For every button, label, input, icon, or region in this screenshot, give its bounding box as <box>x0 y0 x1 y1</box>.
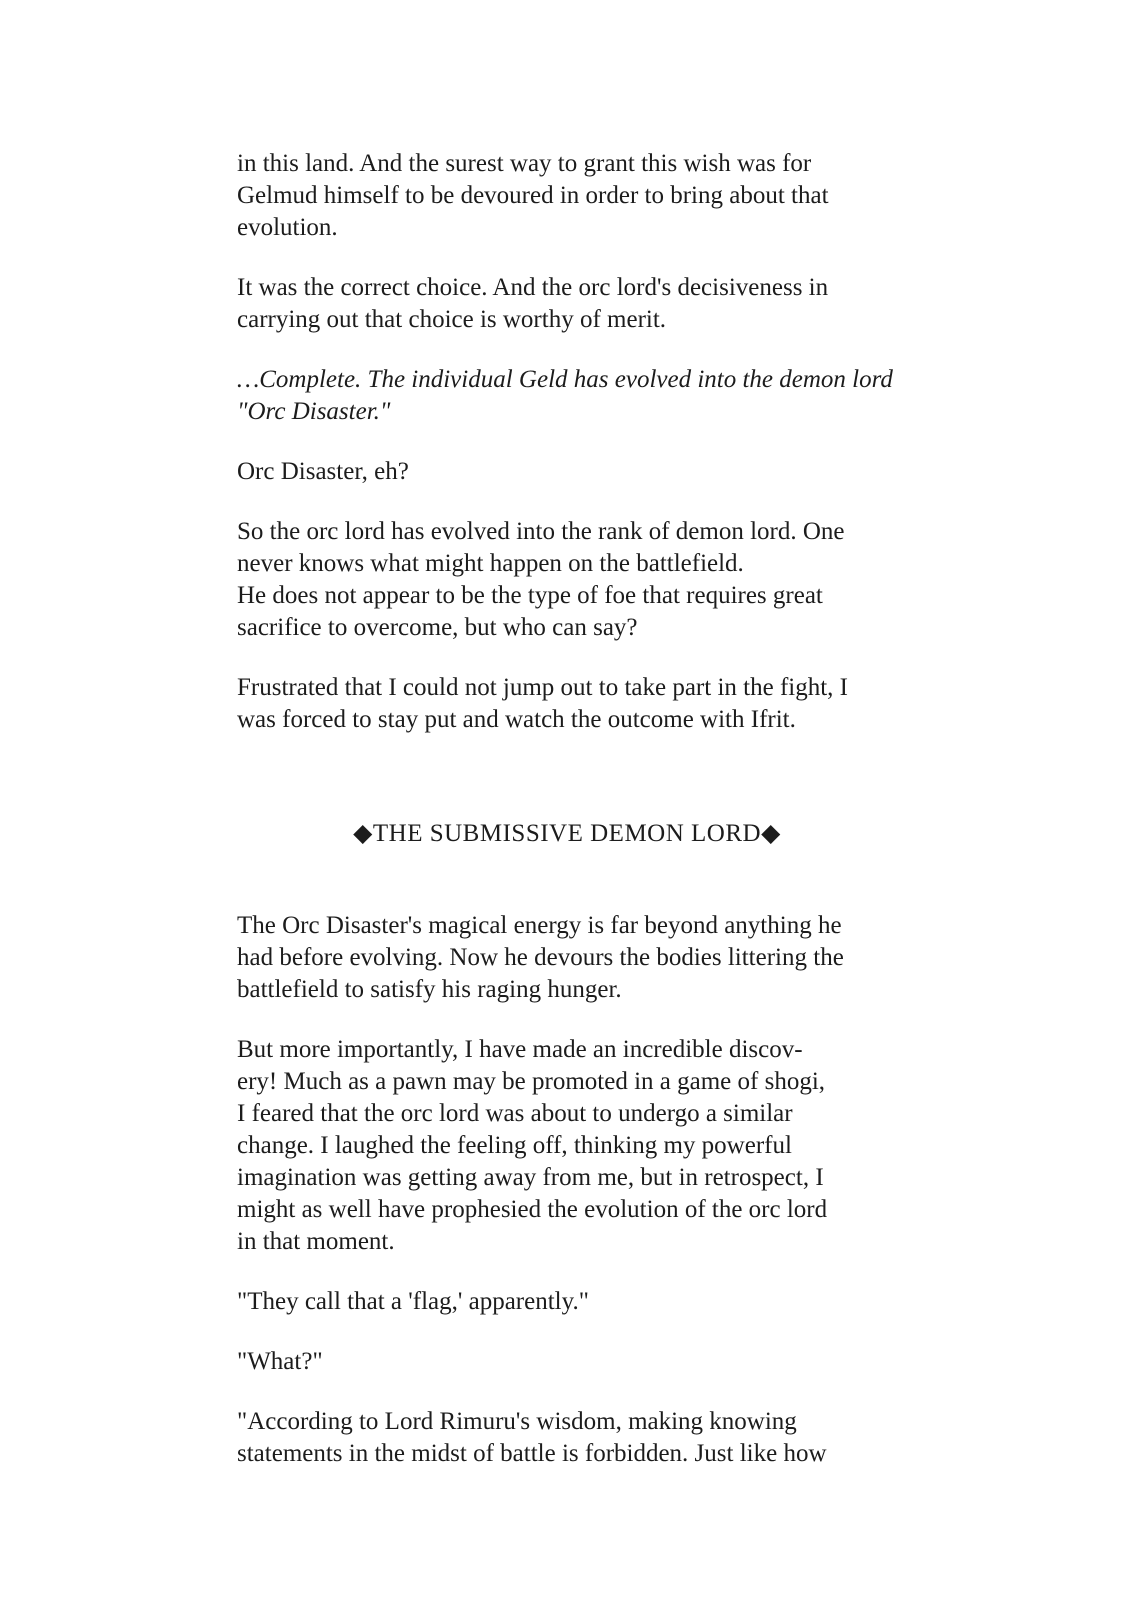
paragraph <box>237 1034 897 1258</box>
text-line: ery! Much as a pawn may be promoted in a game of shogi, <box>237 1068 826 1095</box>
text-line: was forced to stay put and watch the outcome with Ifrit. <box>237 706 796 733</box>
paragraph <box>237 1346 897 1378</box>
text-line: in that moment. <box>237 1228 395 1255</box>
paragraph <box>237 456 897 488</box>
text-block <box>237 148 897 1498</box>
text-line: sacrifice to overcome, but who can say? <box>237 614 638 641</box>
text-line: He does not appear to be the type of foe that requires great <box>237 582 823 609</box>
paragraph <box>237 516 897 644</box>
paragraph <box>237 1286 897 1318</box>
section-heading <box>237 818 897 850</box>
text-line: Orc Disaster, eh? <box>237 458 409 485</box>
text-line: I feared that the orc lord was about to undergo a similar <box>237 1100 793 1127</box>
text-line: "They call that a 'flag,' apparently." <box>237 1288 589 1315</box>
paragraph <box>237 1406 897 1470</box>
text-line: never knows what might happen on the battlefield. <box>237 550 744 577</box>
text-line: in this land. And the surest way to grant this wish was for <box>237 150 812 177</box>
paragraph <box>237 672 897 736</box>
text-line: The Orc Disaster's magical energy is far beyond anything he <box>237 912 842 939</box>
paragraph <box>237 272 897 336</box>
text-line: So the orc lord has evolved into the rank of demon lord. One <box>237 518 845 545</box>
text-line: had before evolving. Now he devours the bodies littering the <box>237 944 844 971</box>
text-line: Frustrated that I could not jump out to take part in the fight, I <box>237 674 848 701</box>
text-line: "According to Lord Rimuru's wisdom, making knowing <box>237 1408 797 1435</box>
text-line: statements in the midst of battle is forbidden. Just like how <box>237 1440 827 1467</box>
text-line: imagination was getting away from me, but in retrospect, I <box>237 1164 824 1191</box>
text-line: But more importantly, I have made an incredible discov- <box>237 1036 803 1063</box>
text-line: ◆THE SUBMISSIVE DEMON LORD◆ <box>353 820 781 847</box>
text-line: carrying out that choice is worthy of merit. <box>237 306 667 333</box>
paragraph <box>237 364 897 428</box>
paragraph <box>237 148 897 244</box>
text-line: "Orc Disaster." <box>237 398 391 425</box>
text-line: might as well have prophesied the evolution of the orc lord <box>237 1196 828 1223</box>
text-line: …Complete. The individual Geld has evolved into the demon lord <box>237 366 893 393</box>
text-line: battlefield to satisfy his raging hunger. <box>237 976 622 1003</box>
paragraph <box>237 910 897 1006</box>
text-line: "What?" <box>237 1348 323 1375</box>
text-line: change. I laughed the feeling off, thinking my powerful <box>237 1132 792 1159</box>
text-line: evolution. <box>237 214 338 241</box>
text-line: Gelmud himself to be devoured in order to bring about that <box>237 182 829 209</box>
text-line: It was the correct choice. And the orc lord's decisiveness in <box>237 274 829 301</box>
